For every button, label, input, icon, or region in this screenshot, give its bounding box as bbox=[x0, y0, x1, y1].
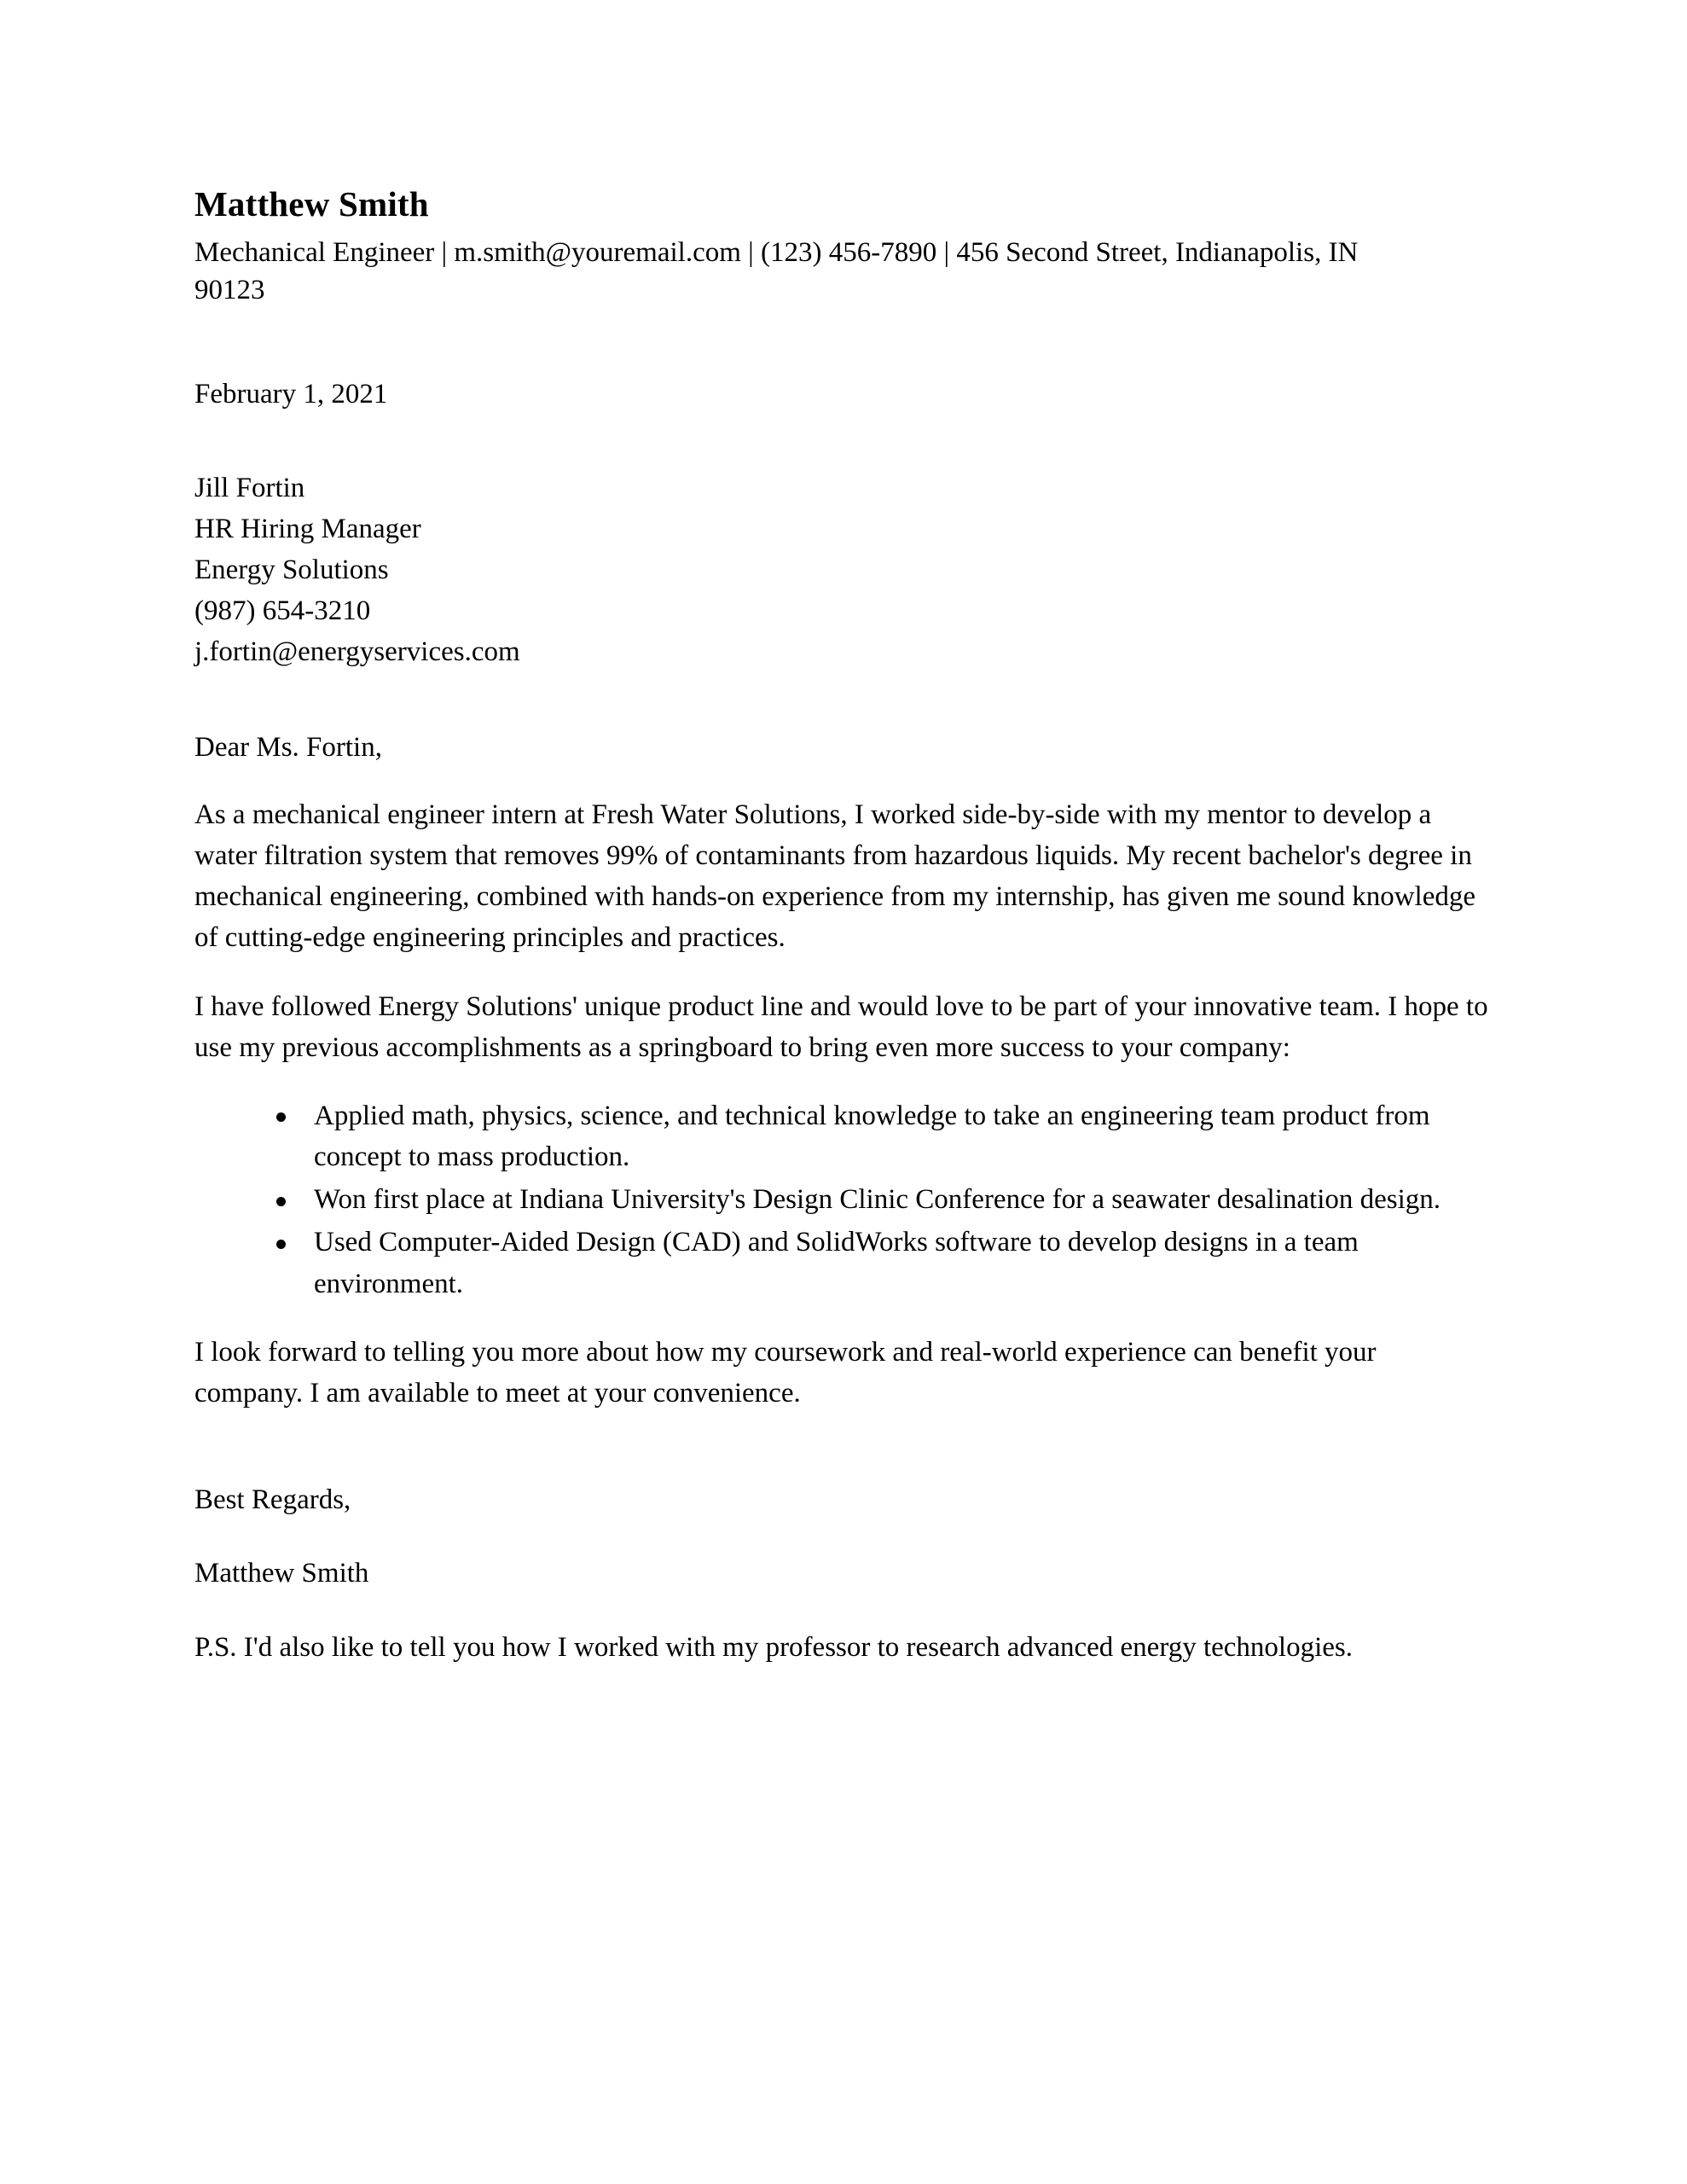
cover-letter bbox=[194, 184, 1491, 1669]
list-item-text: Won first place at Indiana University's Design Clinic Conference for a seawater desalination design. bbox=[314, 1184, 1441, 1216]
applicant-contact-line: Mechanical Engineer | m.smith@youremail.com | (123) 456-7890 | 456 Second Street, Indianapolis, IN 90123 bbox=[194, 237, 1359, 306]
list-item-text: Used Computer-Aided Design (CAD) and SolidWorks software to develop designs in a team environment. bbox=[314, 1227, 1359, 1299]
salutation: Dear Ms. Fortin, bbox=[194, 731, 382, 763]
body-paragraph-2: I have followed Energy Solutions' unique product line and would love to be part of your innovative team. I hope to use my previous accomplishments as a springboard to bring even more success to your company: bbox=[194, 990, 1488, 1063]
recipient-block bbox=[194, 468, 1491, 673]
spacer-after-letterhead bbox=[194, 310, 1491, 376]
letter-date: February 1, 2021 bbox=[194, 378, 388, 410]
recipient-name: Jill Fortin bbox=[194, 472, 305, 503]
recipient-title: HR Hiring Manager bbox=[194, 513, 421, 544]
recipient-company: Energy Solutions bbox=[194, 555, 389, 586]
list-item bbox=[276, 1222, 1491, 1304]
applicant-name: Matthew Smith bbox=[194, 184, 429, 224]
body-paragraph-1: As a mechanical engineer intern at Fresh Water Solutions, I worked side-by-side with my mentor to develop a water filtration system that removes 99% of contaminants from hazardous liquids. My recent bachelor's degree in mechanical engineering, combined with hands-on experience from my internship, has given me sound knowledge of cutting-edge engineering principles and practices. bbox=[194, 799, 1475, 954]
spacer-after-recipient bbox=[194, 673, 1491, 728]
bullet-dot-icon bbox=[276, 1112, 286, 1122]
closing-paragraph: I look forward to telling you more about how my coursework and real-world experience can benefit your company. I am available to meet at your convenience. bbox=[194, 1336, 1377, 1409]
achievements-list bbox=[194, 1095, 1491, 1304]
closing-block bbox=[194, 1480, 1491, 1669]
letterhead bbox=[194, 184, 1491, 310]
spacer-after-date bbox=[194, 413, 1491, 468]
list-item bbox=[276, 1179, 1491, 1220]
bullet-dot-icon bbox=[276, 1240, 286, 1249]
signature-name: Matthew Smith bbox=[194, 1558, 369, 1589]
postscript: P.S. I'd also like to tell you how I worked with my professor to research advanced energy technologies. bbox=[194, 1632, 1354, 1664]
list-item bbox=[276, 1095, 1491, 1177]
recipient-phone: (987) 654-3210 bbox=[194, 595, 371, 627]
recipient-email: j.fortin@energyservices.com bbox=[194, 636, 520, 668]
list-item-text: Applied math, physics, science, and technical knowledge to take an engineering team product from concept to mass production. bbox=[314, 1100, 1430, 1173]
closing-salutation: Best Regards, bbox=[194, 1484, 351, 1516]
bullet-dot-icon bbox=[276, 1197, 286, 1206]
